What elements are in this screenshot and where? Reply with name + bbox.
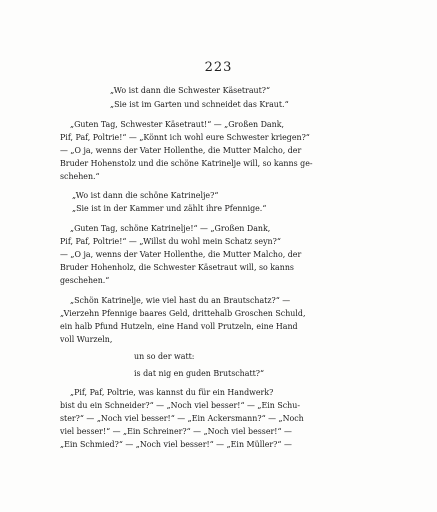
page-number: 223 xyxy=(204,60,233,75)
text-line: viel besser!“ — „Ein Schreiner?“ — „Noch viel besser!“ — xyxy=(60,427,292,436)
text-line: Pif, Paf, Poltrie!“ — „Könnt ich wohl eure Schwester kriegen?“ xyxy=(60,133,310,142)
text-line: „Vierzehn Pfennige baares Geld, drittehalb Groschen Schuld, xyxy=(60,309,306,318)
text-line: „Wo ist dann die schöne Katrinelje?“ xyxy=(72,191,219,200)
text-line: „Sie ist in der Kammer und zählt ihre Pfennige.“ xyxy=(72,204,267,213)
text-line: ster?“ — „Noch viel besser!“ — „Ein Ackersmann?“ — „Noch xyxy=(60,414,304,423)
text-line: „Guten Tag, schöne Katrinelje!“ — „Großen Dank, xyxy=(70,224,271,233)
text-line: „Wo ist dann die Schwester Käsetraut?“ xyxy=(110,86,271,95)
text-line: ein halb Pfund Hutzeln, eine Hand voll Prutzeln, eine Hand xyxy=(60,322,298,331)
text-line: Bruder Hohenstolz und die schöne Katrinelje will, so kanns ge- xyxy=(60,159,313,168)
text-line: is dat nig en guden Brutschatt?“ xyxy=(134,369,265,378)
text-line: „Guten Tag, Schwester Käsetraut!“ — „Großen Dank, xyxy=(70,120,285,129)
text-line: voll Wurzeln, xyxy=(60,335,113,344)
text-line: „Ein Schmied?“ — „Noch viel besser!“ — „Ein Müller?“ — xyxy=(60,440,292,449)
text-line: — „O ja, wenns der Vater Hollenthe, die Mutter Malcho, der xyxy=(60,250,302,259)
text-line: „Schön Katrinelje, wie viel hast du an Brautschatz?“ — xyxy=(70,296,291,305)
text-line: „Sie ist im Garten und schneidet das Kraut.“ xyxy=(110,100,289,109)
text-line: Pif, Paf, Poltrie!“ — „Willst du wohl mein Schatz seyn?“ xyxy=(60,237,281,246)
text-line: bist du ein Schneider?“ — „Noch viel besser!“ — „Ein Schu- xyxy=(60,401,300,410)
text-line: un so der watt: xyxy=(134,352,195,361)
text-line: Bruder Hohenholz, die Schwester Käsetraut will, so kanns xyxy=(60,263,294,272)
text-line: „Pif, Paf, Poltrie, was kannst du für ein Handwerk? xyxy=(70,388,274,397)
text-line: schehen.“ xyxy=(60,172,100,181)
text-line: geschehen.“ xyxy=(60,276,110,285)
text-line: — „O ja, wenns der Vater Hollenthe, die Mutter Malcho, der xyxy=(60,146,302,155)
